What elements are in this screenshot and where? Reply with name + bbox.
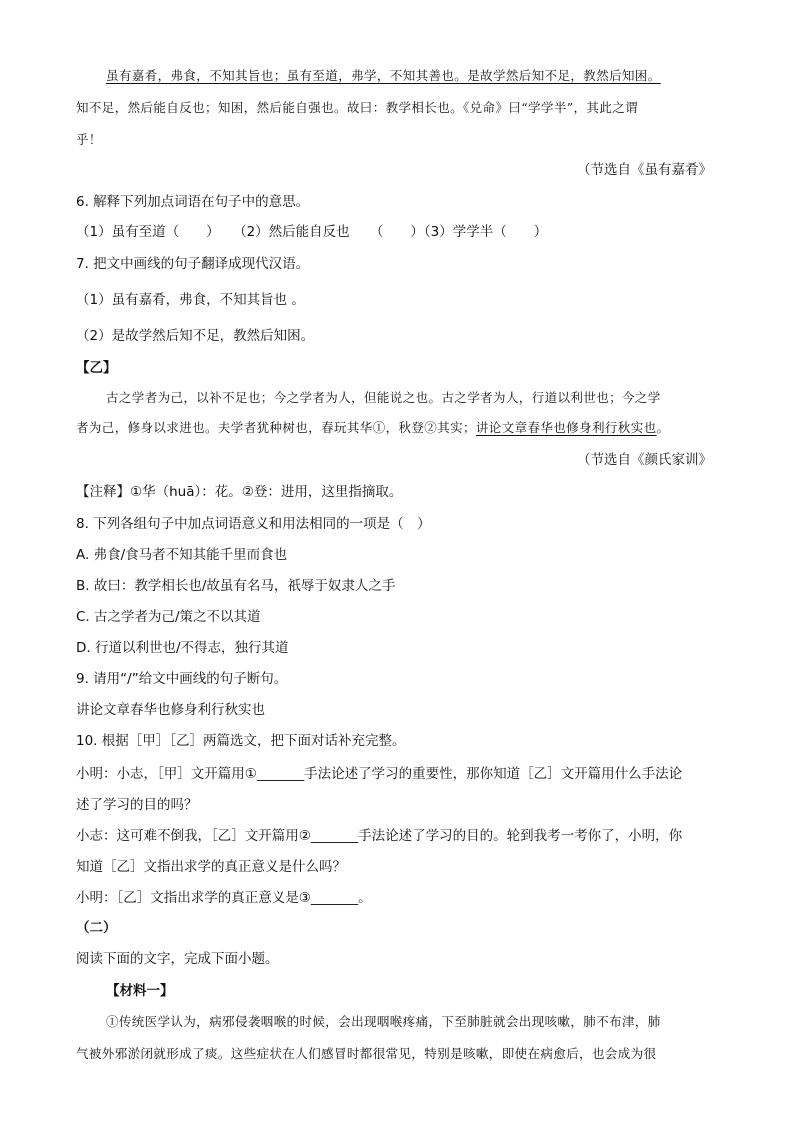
jia-line-1 [106,66,661,84]
q10-line-3: 小志：这可难不倒我，［乙］文开篇用②_______手法论述了学习的目的。轮到我考一考你了，小明，你 [76,828,683,844]
yi-underlined-sentence: 讲论文章春华也修身利行秋实也 [475,420,657,435]
jia-underlined-sentence-1: 虽有嘉肴，弗食，不知其旨也；虽有至道，弗学，不知其善也。 [106,68,468,83]
q8-option-a: A. 弗食/食马者不知其能千里而食也 [76,547,288,563]
q10-line-5: 小明：［乙］文指出求学的真正意义是③_______。 [76,890,372,906]
jia-line-3: 乎！ [76,132,102,147]
jia-underlined-sentence-2: 是故学然后知不足，教然后知困。 [467,68,661,83]
yi-line-1: 古之学者为己，以补不足也；今之学者为人，但能说之也。古之学者为人，行道以利世也；今之学 [106,390,661,405]
q9-sentence: 讲论文章春华也修身利行秋实也 [76,702,265,718]
q10-line-2: 述了学习的目的吗？ [76,797,198,813]
yi-line-2 [76,418,669,436]
yi-heading: 【乙】 [76,360,117,376]
q9-stem: 9. 请用“/”给文中画线的句子断句。 [76,671,288,687]
q10-line-1: 小明：小志，［甲］文开篇用①_______手法论述了学习的重要性，那你知道［乙］文开篇用什么手法论 [76,766,683,782]
part2-heading: （二） [76,920,117,936]
q7-sentence-2: （2）是故学然后知不足，教然后知困。 [76,328,315,344]
q8-stem: 8. 下列各组句子中加点词语意义和用法相同的一项是（ ） [76,516,431,532]
yi-notes: 【注释】①华（huā）：花。②登：进用，这里指摘取。 [76,484,403,500]
yi-line-2-end: 。 [656,420,670,435]
q7-sentence-1: （1）虽有嘉肴，弗食，不知其旨也 。 [76,292,305,308]
q10-stem: 10. 根据［甲］［乙］两篇选文，把下面对话补充完整。 [76,733,406,749]
q8-option-b: B. 故曰：教学相长也/故虽有名马，祇辱于奴隶人之手 [76,578,396,594]
jia-source: （节选自《虽有嘉肴》 [577,162,712,178]
material-1-line-1: ①传统医学认为，病邪侵袭咽喉的时候，会出现咽喉疼痛，下至肺脏就会出现咳嗽，肺不布津，肺 [106,1014,661,1029]
q7-stem: 7. 把文中画线的句子翻译成现代汉语。 [76,256,310,272]
q8-option-c: C. 古之学者为己/策之不以其道 [76,609,261,625]
q6-stem: 6. 解释下列加点词语在句子中的意思。 [76,194,310,210]
jia-line-2: 知不足，然后能自反也；知困，然后能自强也。故曰：教学相长也。《兑命》曰“学学半”，其此之谓 [76,100,639,115]
q8-option-d: D. 行道以利世也/不得志，独行其道 [76,640,289,656]
material-1-heading: 【材料一】 [106,983,174,999]
yi-line-2-text: 者为己，修身以求进也。夫学者犹种树也，春玩其华①，秋登②其实； [76,420,476,435]
q6-items: （1）虽有至道（ ） （2）然后能自反也 （ ）（3）学学半（ ） [76,224,548,240]
q10-line-4: 知道［乙］文指出求学的真正意义是什么吗？ [76,859,346,875]
material-1-line-2: 气被外邪淤闭就形成了痰。这些症状在人们感冒时都很常见，特别是咳嗽，即使在病愈后，也会成为很 [76,1046,657,1061]
yi-source: （节选自《颜氏家训》 [577,452,712,468]
part2-instruction: 阅读下面的文字，完成下面小题。 [76,951,279,967]
